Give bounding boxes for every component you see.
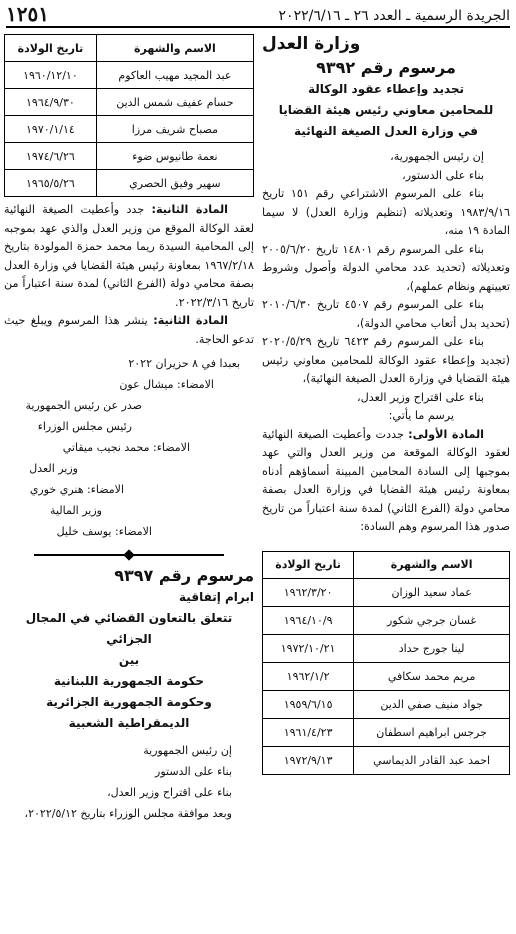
col-date-header: تاريخ الولادة <box>263 551 354 578</box>
subject-line: تجديد وإعطاء عقود الوكالة <box>307 82 465 96</box>
name-cell: غسان جرجي شكور <box>354 606 510 634</box>
decrees-line: يرسم ما يأتي: <box>388 409 454 422</box>
decree2-subject <box>4 587 254 734</box>
name-cell: مصباح شريف مرزا <box>96 116 253 143</box>
article-2a <box>4 201 254 312</box>
preamble-line: بناء على المرسوم رقم ٦٤٢٣ تاريخ ٢٠٢٠/٥/٢٩ (تجديد وإعطاء عقود الوكالة للمحامين معاوني رئيس هيئة القضايا في وزارة العدل الصيغة النهائية)، <box>262 335 510 385</box>
date-cell: ١٩٦٢/١/٢ <box>263 662 354 690</box>
date-cell: ١٩٧٤/٦/٢٦ <box>5 143 97 170</box>
table-header-row <box>5 35 254 62</box>
date-cell: ١٩٧٢/٩/١٣ <box>263 746 354 774</box>
decree2-line: ابرام إتفاقية <box>179 590 254 604</box>
table-row <box>263 634 510 662</box>
table-row <box>5 143 254 170</box>
table-row <box>5 62 254 89</box>
article-2b-text: ينشر هذا المرسوم ويبلغ حيث تدعو الحاجة. <box>4 314 254 346</box>
signature-pm: الامضاء: محمد نجيب ميقاتي <box>62 441 190 454</box>
decree2-line: وحكومة الجمهورية الجزائرية <box>46 695 212 709</box>
names-table-right <box>262 551 510 775</box>
col-name-header: الاسم والشهرة <box>354 551 510 578</box>
table-row <box>263 718 510 746</box>
running-title: الجريدة الرسمية ـ العدد ٢٦ ـ ٢٠٢٢/٦/١٦ <box>278 8 510 24</box>
name-cell: جواد منيف صفي الدين <box>354 690 510 718</box>
table-row <box>263 690 510 718</box>
date-cell: ١٩٦٤/١٠/٩ <box>263 606 354 634</box>
decree2-line: الديمقراطية الشعبية <box>68 716 190 730</box>
table-row <box>5 116 254 143</box>
decree2-preamble-line: بناء على اقتراح وزير العدل، <box>107 786 232 799</box>
signature-finance: الامضاء: يوسف خليل <box>56 525 152 538</box>
date-cell: ١٩٦٤/٩/٣٠ <box>5 89 97 116</box>
page-number: ١٢٥١ <box>6 2 49 26</box>
signature-justice: الامضاء: هنري خوري <box>29 483 124 496</box>
name-cell: لينا جورج حداد <box>354 634 510 662</box>
article-1-label: المادة الأولى: <box>408 427 485 441</box>
left-column <box>4 34 254 824</box>
preamble-line: إن رئيس الجمهورية، <box>390 150 484 163</box>
decree2-preamble-line: بناء على الدستور <box>155 765 232 778</box>
section-divider <box>34 554 224 556</box>
signatures <box>4 353 254 542</box>
table-row <box>263 662 510 690</box>
decree2-preamble <box>4 740 254 824</box>
name-cell: عماد سعيد الوزان <box>354 578 510 606</box>
decree2-title: مرسوم رقم ٩٣٩٧ <box>114 566 254 585</box>
decree2-preamble-line: وبعد موافقة مجلس الوزراء بتاريخ ٢٠٢٢/٥/١٢، <box>24 807 232 820</box>
finance-title: وزير المالية <box>50 504 102 517</box>
decree2-line: بين <box>118 653 140 667</box>
article-2b-label: المادة الثانية: <box>153 314 228 327</box>
page-header <box>6 2 510 28</box>
name-cell: عبد المجيد مهيب العاكوم <box>96 62 253 89</box>
decree2-line: تتعلق بالتعاون القضائي في المجال الجزائي <box>25 611 233 646</box>
article-1 <box>262 426 510 537</box>
name-cell: جرجس ابراهيم اسطفان <box>354 718 510 746</box>
date-cell: ١٩٧٠/١/١٤ <box>5 116 97 143</box>
ministry-heading: وزارة العدل <box>262 34 361 54</box>
decree2-line: حكومة الجمهورية اللبنانية <box>53 674 205 688</box>
col-date-header: تاريخ الولادة <box>5 35 97 62</box>
decree-subject <box>262 79 510 142</box>
date-cell: ١٩٥٩/٦/١٥ <box>263 690 354 718</box>
preamble-line: بناء على المرسوم الاشتراعي رقم ١٥١ تاريخ ١٩٨٣/٩/١٦ وتعديلاته (تنظيم وزارة العدل) لا سيما المادة ١٩ منه، <box>262 187 510 237</box>
issued-by: صدر عن رئيس الجمهورية <box>25 399 142 412</box>
subject-line: في وزارة العدل الصيغة النهائية <box>294 124 478 138</box>
name-cell: سهير وفيق الحصري <box>96 170 253 197</box>
decree-title: مرسوم رقم ٩٣٩٢ <box>316 58 456 77</box>
names-table-left <box>4 34 254 197</box>
name-cell: مريم محمد سكافي <box>354 662 510 690</box>
table-header-row <box>263 551 510 578</box>
preamble-line: بناء على اقتراح وزير العدل، <box>356 390 484 404</box>
preamble <box>262 148 510 537</box>
name-cell: نعمة طانيوس ضوء <box>96 143 253 170</box>
date-cell: ١٩٦١/٤/٢٣ <box>263 718 354 746</box>
decree2-preamble-line: إن رئيس الجمهورية <box>143 744 232 757</box>
table-row <box>263 578 510 606</box>
right-column <box>262 34 510 775</box>
name-cell: حسام عفيف شمس الدين <box>96 89 253 116</box>
table-row <box>263 606 510 634</box>
pm-title: رئيس مجلس الوزراء <box>37 420 132 433</box>
date-cell: ١٩٦٠/١٢/١٠ <box>5 62 97 89</box>
date-cell: ١٩٦٢/٣/٢٠ <box>263 578 354 606</box>
preamble-line: بناء على المرسوم رقم ١٤٨٠١ تاريخ ٢٠٠٥/٦/٢٠ وتعديلاته (تحديد عدد محامي الدولة وأصول وشروط تعيينهم ونظام عملهم)، <box>262 242 510 293</box>
subject-line: للمحامين معاوني رئيس هيئة القضايا <box>278 103 494 117</box>
date-cell: ١٩٦٥/٥/٢٦ <box>5 170 97 197</box>
articles-block <box>4 201 254 349</box>
article-1-text: جددت وأعطيت الصيغة النهائية لعقود الوكالة الموقعة من وزير العدل والتي عهد بموجبها إلى السادة المحامين المبينة أسماؤهم أدناه بمعاونة رئيس هيئة القضايا في وزارة العدل بصفة محامي دولة (الفرع الثاني) لمدة سنة اعتباراً من تاريخ صدور هذا المرسوم وهم السادة: <box>262 427 510 533</box>
name-cell: احمد عبد القادر الديماسي <box>354 746 510 774</box>
table-row <box>263 746 510 774</box>
date-line: بعبدا في ٨ حزيران ٢٠٢٢ <box>128 357 240 370</box>
col-name-header: الاسم والشهرة <box>96 35 253 62</box>
preamble-line: بناء على المرسوم رقم ٤٥٠٧ تاريخ ٢٠١٠/٦/٣٠ (تحديد بدل أتعاب محامي الدولة)، <box>262 298 510 330</box>
justice-title: وزير العدل <box>29 462 78 475</box>
preamble-line: بناء على الدستور، <box>402 168 484 182</box>
signature-president: الامضاء: ميشال عون <box>119 378 214 391</box>
table-row <box>5 89 254 116</box>
date-cell: ١٩٧٢/١٠/٢١ <box>263 634 354 662</box>
article-2b <box>4 312 254 349</box>
article-2a-text: جدد وأعطيت الصيغة النهائية لعقد الوكالة الموقع من وزير العدل والذي عهد بموجبه إلى المحامية السيدة ريما محمد حمزة المولودة بتاريخ ١٩٦٧/٢/١٨ بمعاونة رئيس هيئة القضايا في وزارة العدل بصفة محامي دولة (الفرع الثاني) لمدة سنة اعتباراً من تاريخ ٢٠٢٢/٣/١٦. <box>4 203 254 309</box>
article-2a-label: المادة الثانية: <box>151 203 228 216</box>
table-row <box>5 170 254 197</box>
